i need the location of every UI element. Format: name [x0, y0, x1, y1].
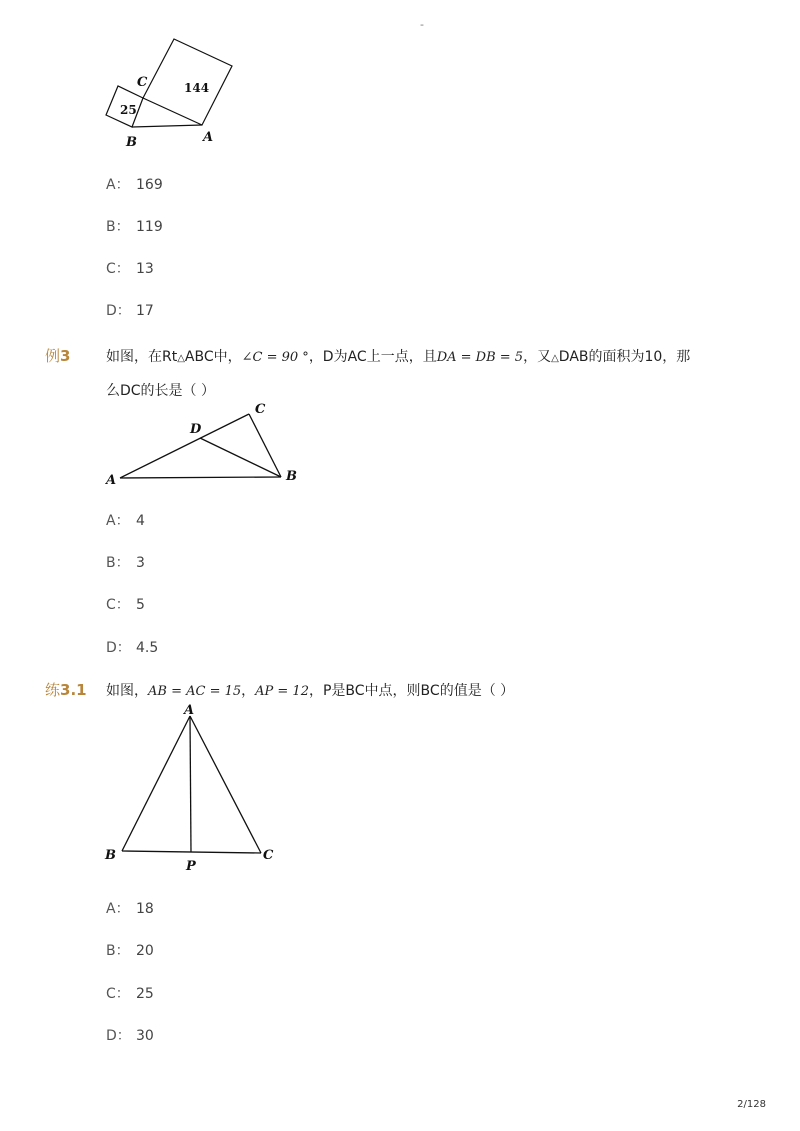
practice-3-1-option-c[interactable]: C： 25: [106, 986, 154, 1002]
side-ac: [120, 414, 249, 478]
label-b: B: [105, 848, 116, 863]
label-b: B: [286, 469, 297, 484]
label-d: D: [190, 422, 202, 437]
example-3-option-d[interactable]: D： 4.5: [106, 640, 159, 656]
example-3-question-line1: 如图，在Rt△ABC中，∠C = 90 °，D为AC上一点，且DA = DB = 5，又△DAB的面积为10，那: [106, 349, 691, 365]
side-ac: [190, 716, 261, 853]
practice-3-1-option-d[interactable]: D： 30: [106, 1028, 154, 1044]
header-mark: -: [420, 18, 424, 31]
practice-3-1-question: 如图，AB = AC = 15，AP = 12，P是BC中点，则BC的值是（ ）: [106, 683, 515, 699]
label-a: A: [106, 473, 117, 488]
segment-ap: [190, 716, 191, 852]
figure-isosceles-triangle: [100, 700, 285, 880]
label-c: C: [255, 402, 266, 417]
label-p: P: [186, 859, 196, 874]
page-number: 2/128: [737, 1099, 766, 1110]
triangle-hypotenuse: [132, 125, 202, 127]
side-ab: [120, 477, 281, 478]
side-ab: [122, 716, 190, 851]
practice-3-1-tag: 练3.1: [45, 681, 87, 699]
example-3-option-a[interactable]: A： 4: [106, 513, 145, 529]
figure-triangle-abc-d: [98, 398, 308, 488]
segment-db: [200, 438, 281, 477]
label-c: C: [263, 848, 274, 863]
area-small: 25: [120, 103, 137, 117]
option-b[interactable]: B： 119: [106, 219, 163, 235]
label-c: C: [137, 75, 148, 90]
area-large: 144: [184, 81, 210, 95]
option-a[interactable]: A： 169: [106, 177, 163, 193]
example-3-option-b[interactable]: B： 3: [106, 555, 145, 571]
side-cb: [249, 414, 281, 477]
label-a: A: [184, 703, 195, 718]
example-3-option-c[interactable]: C： 5: [106, 597, 145, 613]
example-3-question-line2: 么DC的长是（ ）: [106, 383, 216, 399]
option-d[interactable]: D： 17: [106, 303, 154, 319]
practice-3-1-option-b[interactable]: B： 20: [106, 943, 154, 959]
practice-3-1-option-a[interactable]: A： 18: [106, 901, 154, 917]
example-3-tag: 例3: [45, 347, 71, 365]
label-a: A: [203, 130, 214, 145]
option-c[interactable]: C： 13: [106, 261, 154, 277]
figure-squares: [95, 30, 245, 150]
label-b: B: [126, 135, 137, 150]
